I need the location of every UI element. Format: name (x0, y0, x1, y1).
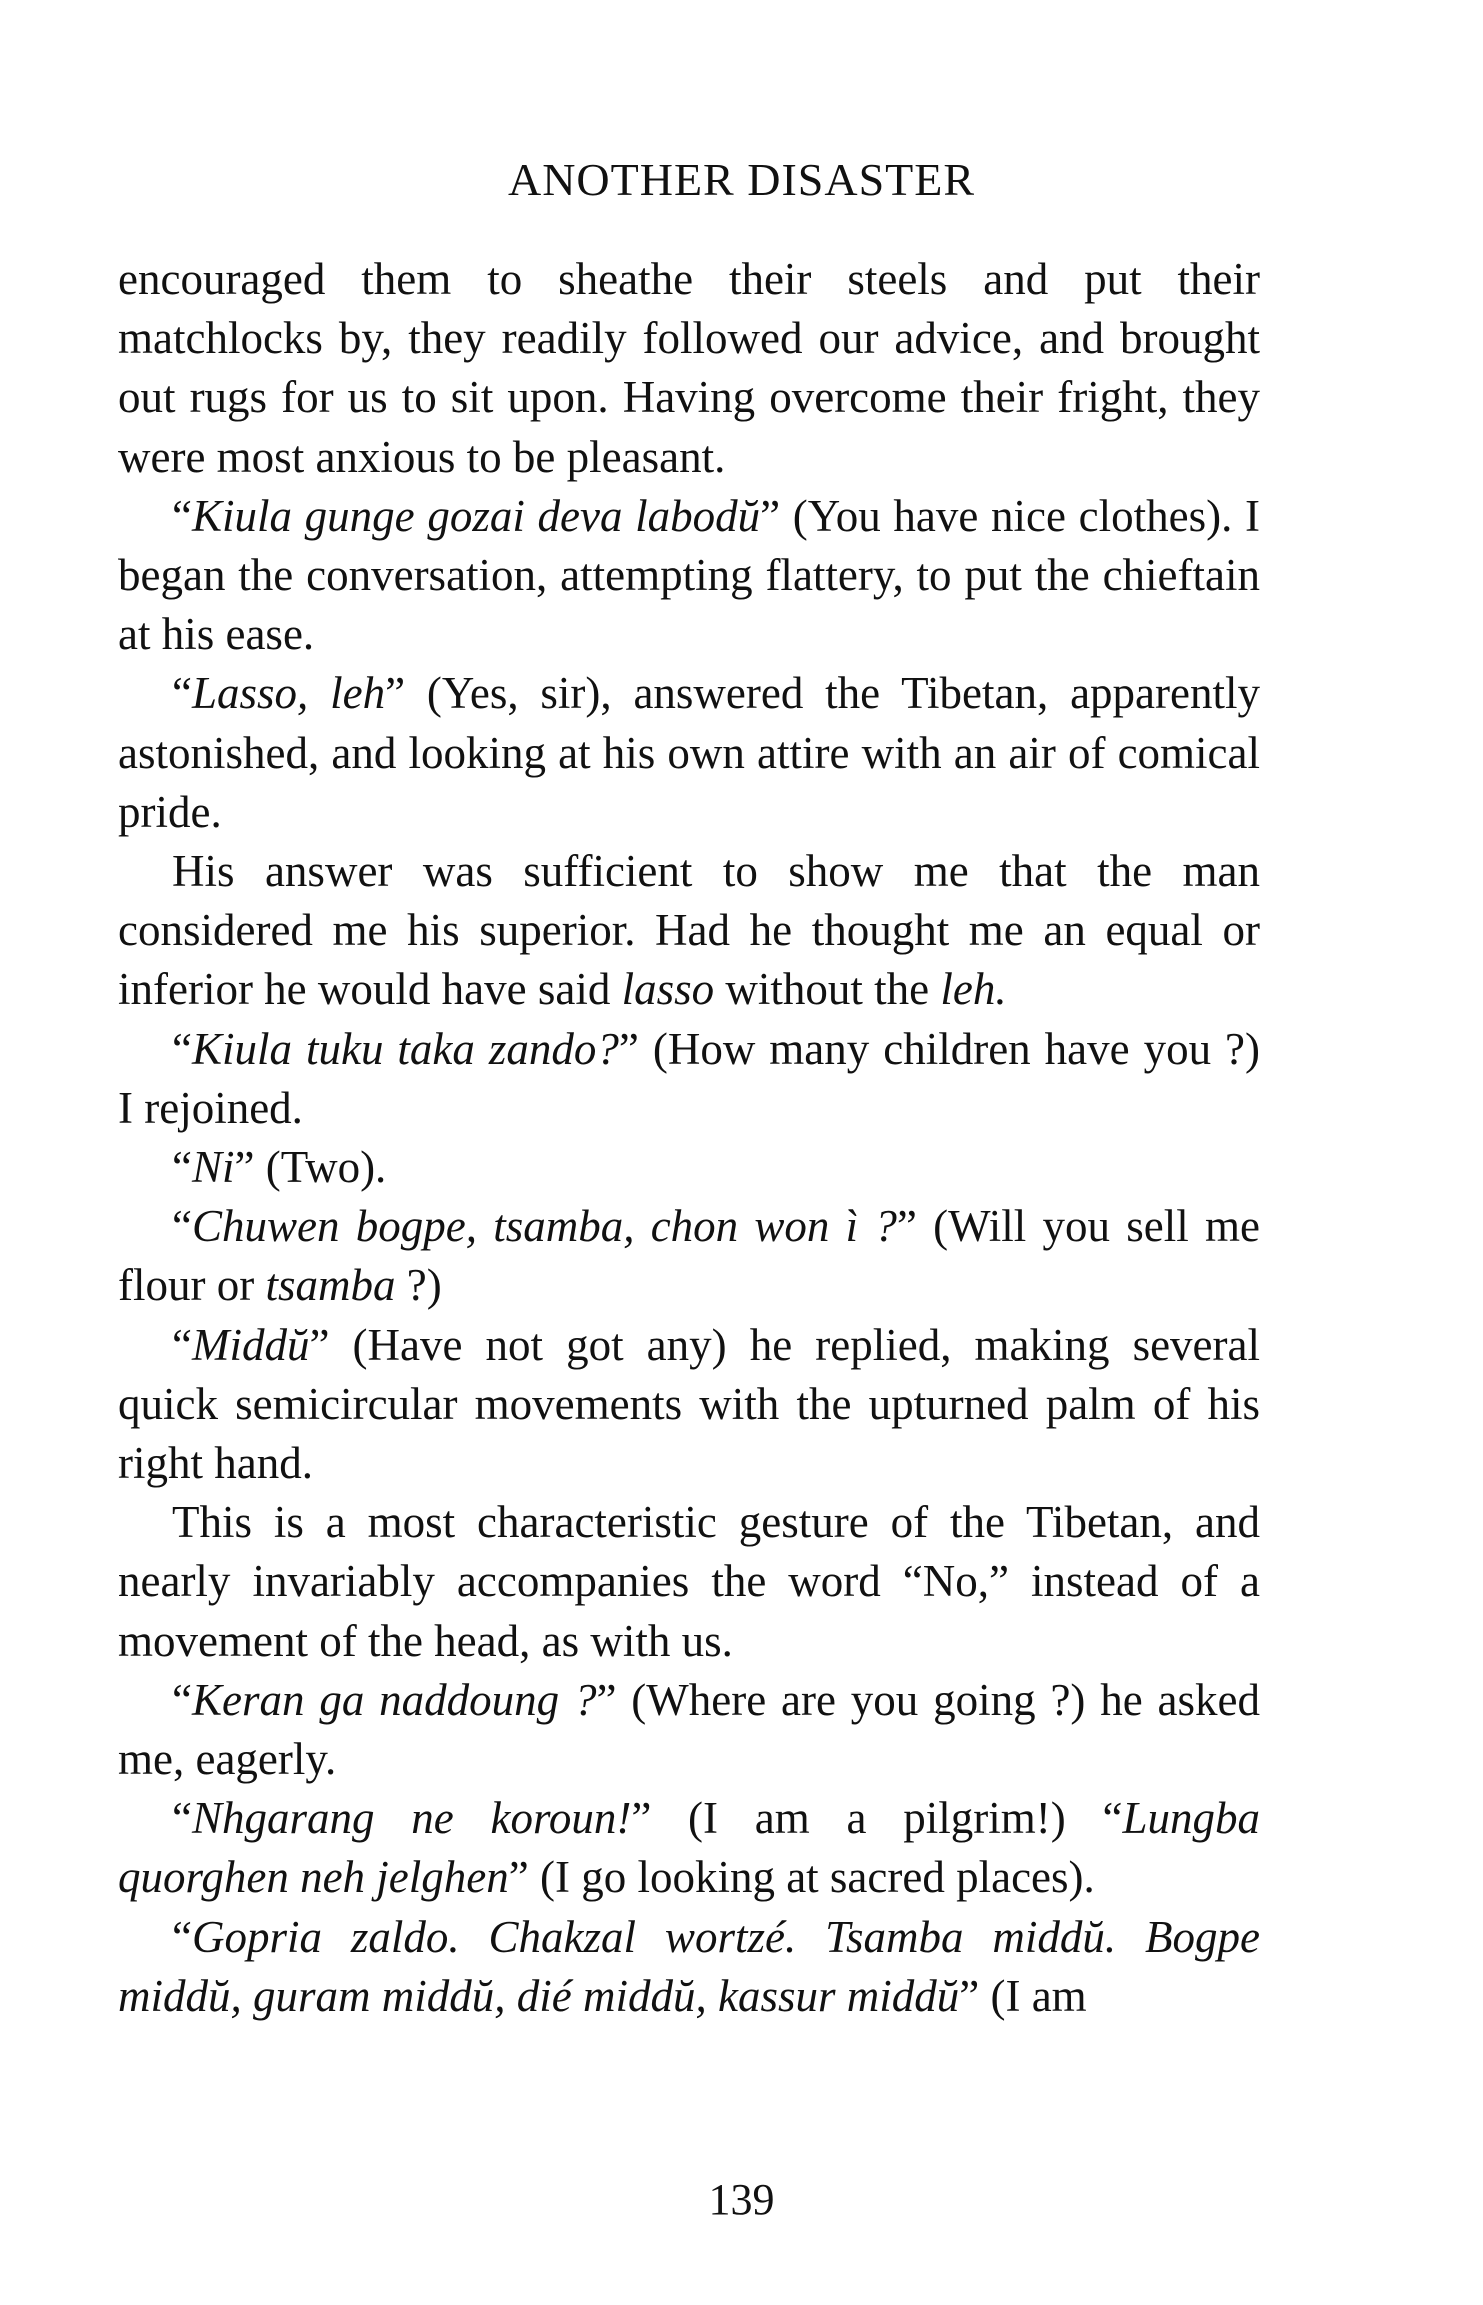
text-run: ” (Two). (234, 1142, 387, 1193)
italic-text: Lasso, leh (191, 668, 386, 719)
text-run: ” (Will you sell me flour or (118, 1201, 1260, 1311)
italic-text: Lungba quorghen neh jelghen (118, 1793, 1260, 1903)
page-number: 139 (708, 2175, 775, 2224)
paragraph-p11 (118, 1789, 1260, 1907)
running-head: ANOTHER DISASTER (507, 154, 976, 205)
italic-text: Ni (191, 1142, 235, 1193)
body-text (118, 250, 1260, 2026)
text-run: “ (172, 490, 192, 541)
text-run: “ (172, 1793, 192, 1844)
paragraph-p10 (118, 1671, 1260, 1789)
text-run: ” (Yes, sir), answered the Tibetan, apparently astonished, and looking at his own attire with an air of comical pride. (118, 668, 1260, 837)
paragraph-p5 (118, 1020, 1260, 1138)
italic-text: Keran ga naddoung ? (191, 1674, 597, 1725)
text-run: ” (You have nice clothes). I began the conversation, attempting flattery, to put the chieftain at his ease. (118, 490, 1260, 660)
italic-text: Nhgarang ne koroun! (191, 1793, 632, 1844)
text-run: “ (172, 1674, 192, 1725)
paragraph-p12 (118, 1908, 1260, 2026)
italic-text: Middŭ (191, 1319, 310, 1370)
text-run: ” (I am a pilgrim!) “ (631, 1793, 1123, 1844)
paragraph-p6 (118, 1138, 1260, 1197)
paragraph-p4 (118, 842, 1260, 1020)
text-run: His answer was sufficient to show me that the man considered me his superior. Had he thought me an equal or inferior he would have said (118, 846, 1260, 1015)
text-run: ” (I go looking at sacred places). (508, 1852, 1095, 1903)
paragraph-p2 (118, 487, 1260, 665)
paragraph-p8 (118, 1316, 1260, 1494)
text-run: ?) (395, 1260, 442, 1311)
text-run: encouraged them to sheathe their steels and put their matchlocks by, they readily followed our advice, and brought out rugs for us to sit upon. Having overcome their fright, they were most anxious to be pleasant. (118, 254, 1260, 482)
italic-text: tsamba (265, 1260, 396, 1311)
paragraph-p3 (118, 664, 1260, 842)
italic-text: leh. (940, 964, 1007, 1015)
text-run: This is a most characteristic gesture of the Tibetan, and nearly invariably accompanies the word “No,” instead of a movement of the head, as with us. (118, 1497, 1260, 1666)
text-run: “ (172, 1911, 192, 1962)
italic-text: Gopria zaldo. Chakzal wortzé. Tsamba middŭ. Bogpe middŭ, guram middŭ, dié middŭ, kassur middŭ (118, 1911, 1260, 2021)
paragraph-p7 (118, 1197, 1260, 1315)
paragraph-p9 (118, 1493, 1260, 1671)
text-run: “ (172, 1201, 192, 1252)
text-run: ” (Where are you going ?) he asked me, eagerly. (118, 1674, 1261, 1785)
text-run: “ (172, 1142, 192, 1193)
text-run: “ (172, 668, 192, 719)
italic-text: Chuwen bogpe, tsamba, chon won ì ? (191, 1201, 897, 1252)
text-run: without the (714, 964, 941, 1015)
paragraph-p1 (118, 250, 1260, 487)
italic-text: Kiula gunge gozai deva labodŭ (191, 490, 761, 541)
text-run: ” (Have not got any) he replied, making several quick semicircular movements with the upturned palm of his right hand. (118, 1319, 1260, 1489)
italic-text: Kiula tuku taka zando? (191, 1023, 619, 1074)
italic-text: lasso (621, 964, 715, 1015)
text-run: “ (172, 1023, 192, 1074)
text-run: “ (172, 1319, 192, 1370)
text-run: ” (I am (959, 1970, 1087, 2021)
text-run: ” (How many children have you ?) I rejoined. (118, 1023, 1260, 1133)
